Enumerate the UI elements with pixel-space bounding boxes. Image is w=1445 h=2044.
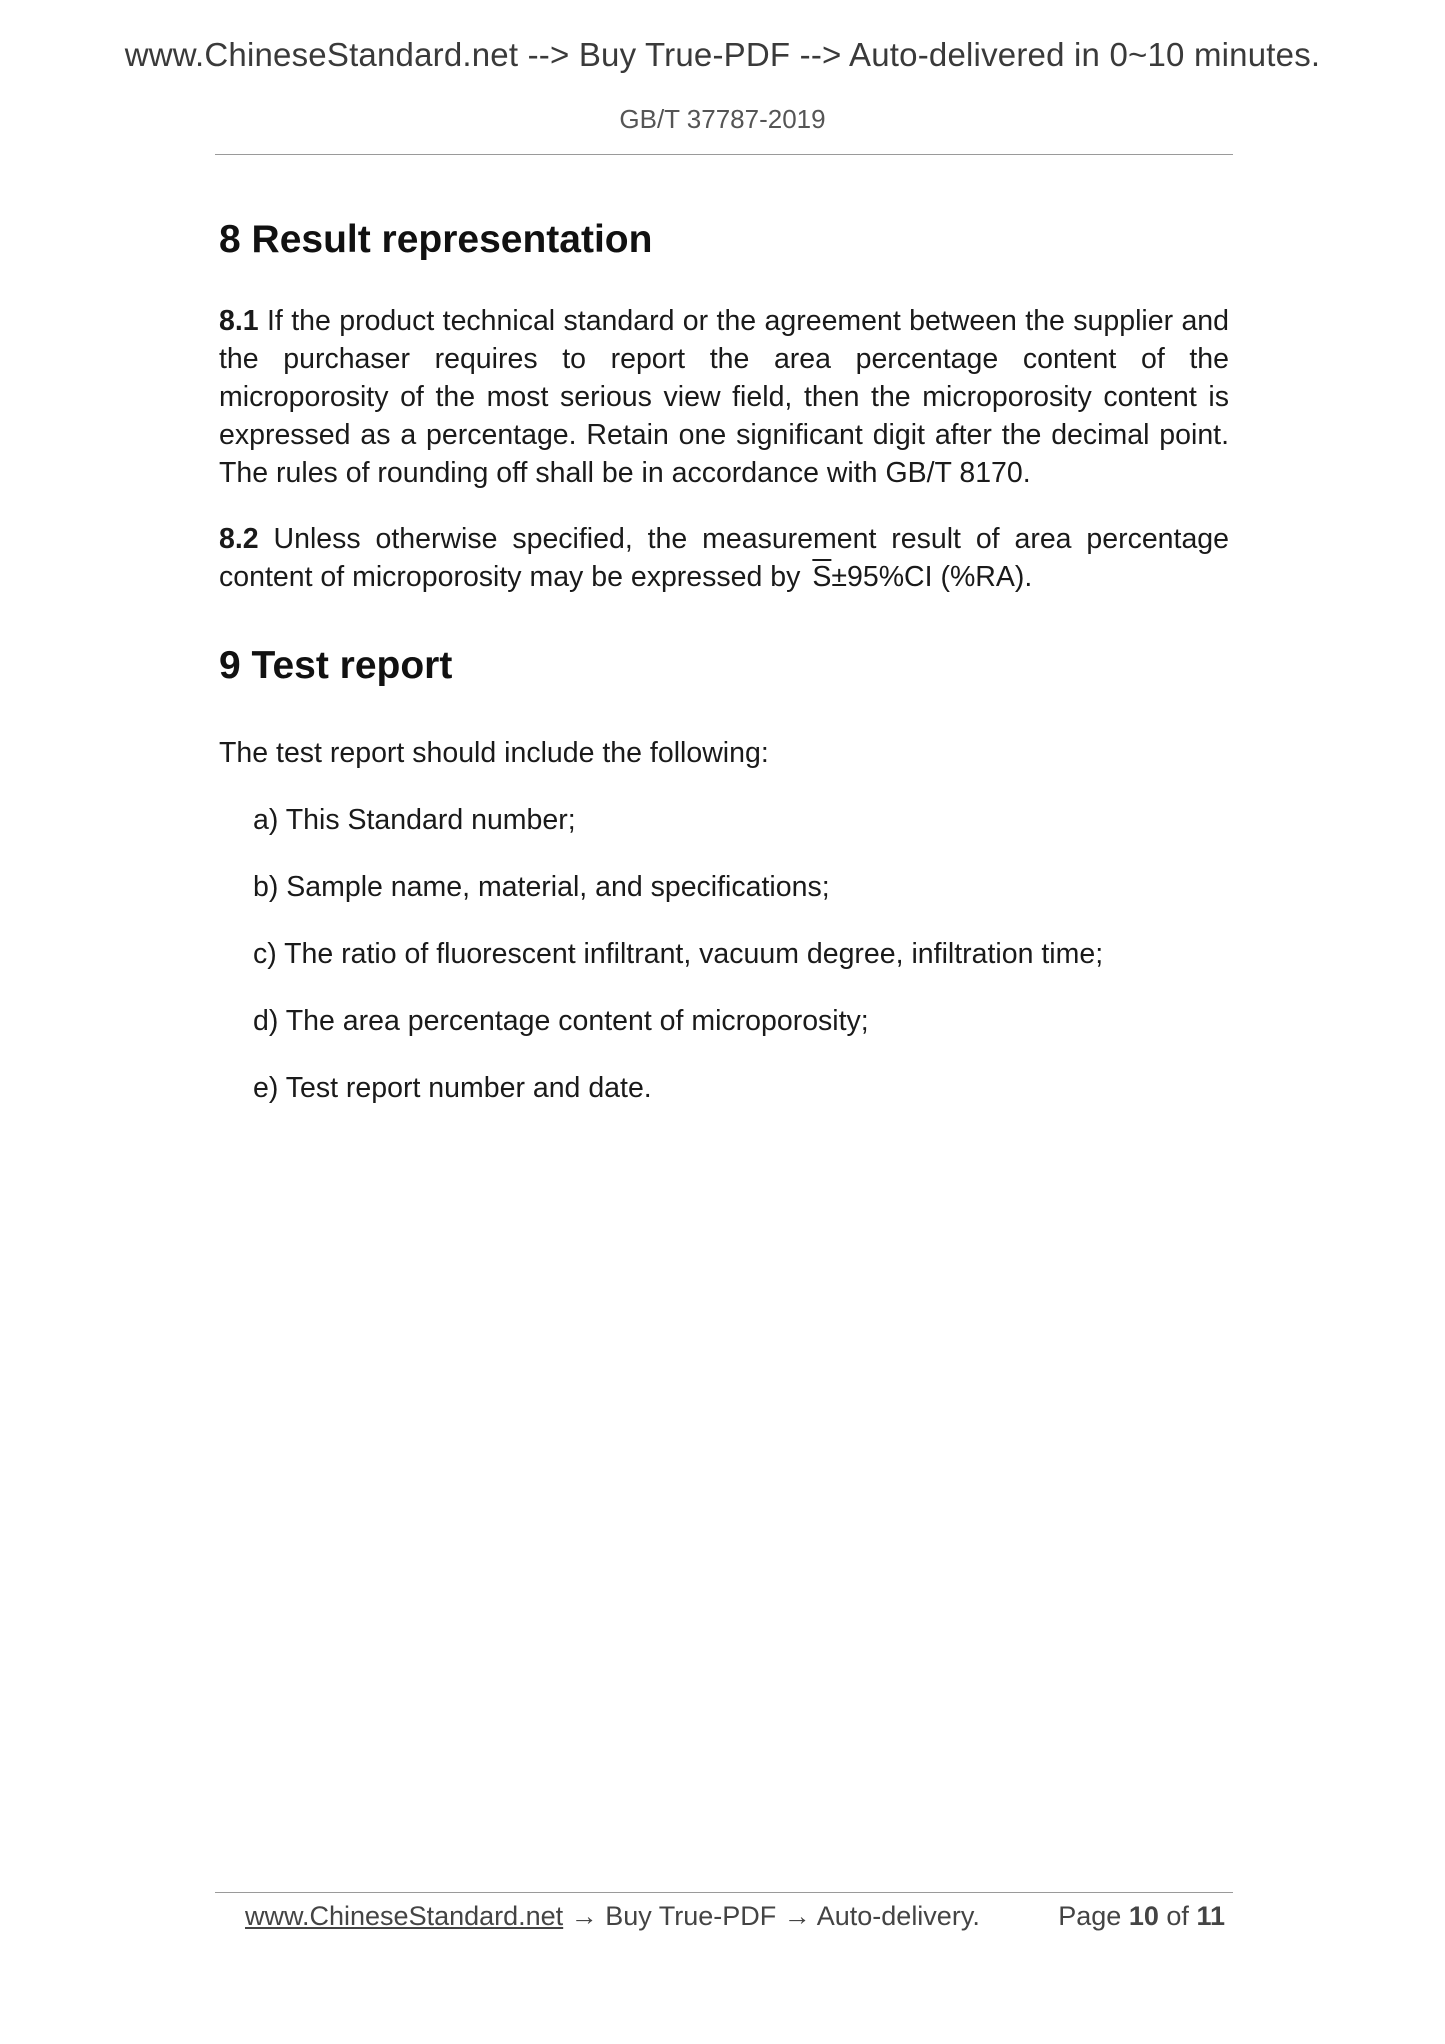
clause-8-2-number: 8.2 (219, 523, 259, 555)
list-item: e) Test report number and date. (253, 1072, 652, 1104)
mean-s-symbol: $\overline{S}$ (812, 561, 832, 593)
list-item: b) Sample name, material, and specifications; (253, 871, 830, 903)
clause-8-2-expression: ±95%CI (%RA). (831, 561, 1033, 593)
section-9-heading: 9 Test report (219, 644, 453, 687)
test-report-list (219, 801, 1229, 1107)
clause-8-1 (219, 302, 1229, 492)
test-report-intro: The test report should include the following: (219, 737, 769, 769)
clause-8-1-number: 8.1 (219, 305, 259, 337)
top-banner: www.ChineseStandard.net --> Buy True-PDF --> Auto-delivered in 0~10 minutes. (124, 36, 1321, 73)
total-page-number: 11 (1196, 1901, 1225, 1931)
page-of-label: of (1166, 1901, 1189, 1931)
standard-number-header: GB/T 37787-2019 (619, 104, 826, 134)
list-item: a) This Standard number; (253, 804, 576, 836)
page-indicator (1058, 1896, 1225, 1936)
clause-8-2-text: Unless otherwise specified, the measurement result of area percentage content of microporosity may be expressed by (219, 523, 1230, 593)
clause-8-2 (219, 520, 1229, 596)
footer-divider (215, 1892, 1233, 1893)
section-8-heading: 8 Result representation (219, 218, 653, 261)
footer-tagline: → Buy True-PDF → Auto-delivery. (563, 1901, 980, 1931)
footer-website-link[interactable]: www.ChineseStandard.net (245, 1901, 564, 1931)
clause-8-1-text: If the product technical standard or the agreement between the supplier and the purchaser requires to report the area percentage content of the microporosity of the most serious view field, then the microporosity content is expressed as a percentage. Retain one significant digit after the decimal point. The rules of rounding off shall be in accordance with GB/T 8170. (219, 305, 1230, 489)
footer-tagline-block (245, 1896, 980, 1936)
document-body (219, 210, 1229, 1136)
list-item: c) The ratio of fluorescent infiltrant, vacuum degree, infiltration time; (253, 938, 1104, 970)
list-item: d) The area percentage content of microporosity; (253, 1005, 869, 1037)
current-page-number: 10 (1128, 1901, 1159, 1931)
page-label: Page (1058, 1901, 1122, 1931)
header-divider (215, 154, 1233, 155)
